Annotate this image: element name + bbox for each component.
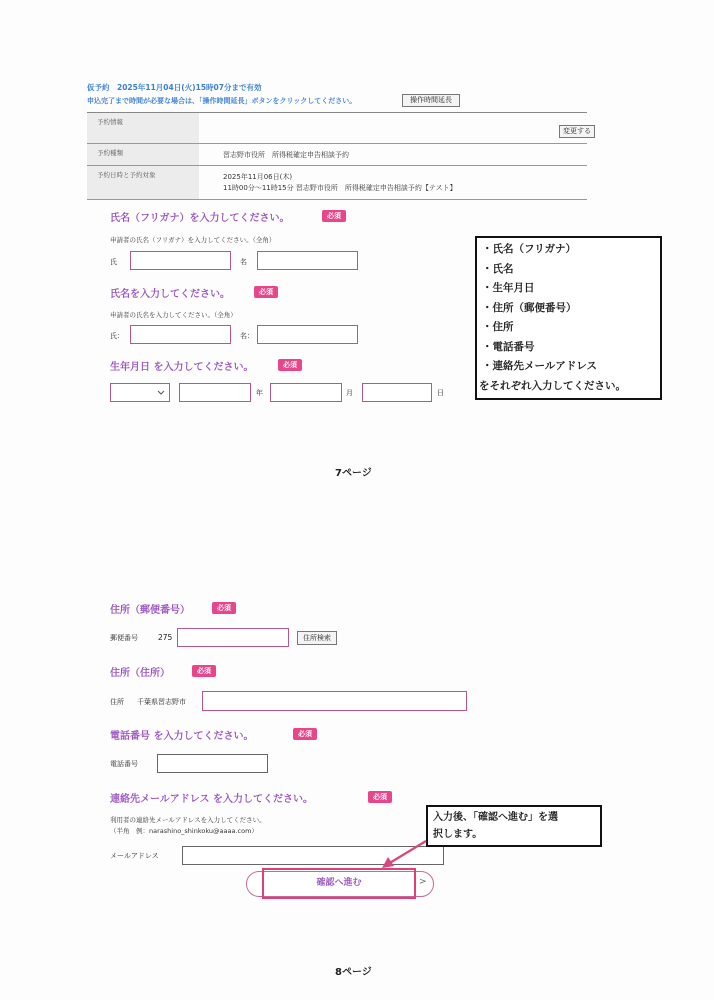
email-example: （半角 例：narashino_shinkoku@aaaa.com） xyxy=(110,827,258,835)
callout-line: をそれぞれ入力してください。 xyxy=(479,379,626,392)
reservation-deadline: 仮予約 2025年11月04日(火)15時07分まで有効 xyxy=(87,83,262,92)
address-label: 住所 xyxy=(110,698,124,706)
birth-day-label: 日 xyxy=(437,389,444,397)
address-prefix: 千葉県習志野市 xyxy=(137,698,186,706)
callout-line: ・住所 xyxy=(482,321,514,333)
postal-heading: 住所（郵便番号） xyxy=(110,605,190,616)
email-required-badge: 必須 xyxy=(368,791,392,803)
address-search-button[interactable]: 住所検索 xyxy=(297,631,337,645)
phone-required-badge: 必須 xyxy=(293,728,317,740)
email-label: メールアドレス xyxy=(110,852,159,860)
name-sei-label: 氏： xyxy=(110,332,124,340)
postal-prefix: 275 xyxy=(158,633,173,642)
postal-label: 郵便番号 xyxy=(110,634,138,642)
table-label-datetime: 予約日時と予約対象 xyxy=(87,166,199,199)
postal-required-badge: 必須 xyxy=(212,602,236,614)
callout-line: ・電話番号 xyxy=(482,340,535,353)
kana-heading: 氏名（フリガナ）を入力してください。 xyxy=(110,213,290,224)
email-heading: 連絡先メールアドレス を入力してください。 xyxy=(110,794,313,805)
kana-sei-label: 氏 xyxy=(110,258,117,266)
callout-line: ・氏名（フリガナ） xyxy=(482,243,576,255)
extend-time-button[interactable]: 操作時間延長 xyxy=(402,94,460,107)
birth-year-input[interactable] xyxy=(179,383,251,402)
callout-line: ・氏名 xyxy=(482,262,514,275)
name-description: 申請者の氏名を入力してください。（全角） xyxy=(110,311,237,319)
name-sei-input[interactable] xyxy=(130,325,231,344)
address-heading: 住所（住所） xyxy=(110,668,170,679)
address-required-badge: 必須 xyxy=(192,665,216,677)
callout-line: 択します。 xyxy=(433,829,483,840)
birth-day-input[interactable] xyxy=(362,383,432,402)
name-required-badge: 必須 xyxy=(254,286,278,298)
callout-line: ・連絡先メールアドレス xyxy=(482,360,597,372)
name-mei-label: 名： xyxy=(240,332,254,340)
table-value-time: 11時00分～11時15分 習志野市役所 所得税確定申告相談予約【テスト】 xyxy=(223,184,457,192)
input-instructions-callout xyxy=(475,236,662,400)
birth-required-badge: 必須 xyxy=(278,359,302,371)
page-number-8: 8ページ xyxy=(335,967,372,978)
kana-sei-input[interactable] xyxy=(130,251,231,270)
postal-code-input[interactable] xyxy=(177,628,289,647)
phone-label: 電話番号 xyxy=(110,760,138,768)
phone-heading: 電話番号 を入力してください。 xyxy=(110,731,254,742)
table-row-reservation-datetime xyxy=(87,166,587,200)
table-row-reservation-type xyxy=(87,144,587,166)
birth-heading: 生年月日 を入力してください。 xyxy=(110,362,254,373)
extend-note: 申込完了まで時間が必要な場合は、「操作時間延長」ボタンをクリックしてください。 xyxy=(87,97,357,105)
kana-required-badge: 必須 xyxy=(322,210,346,222)
birth-month-input[interactable] xyxy=(270,383,342,402)
chevron-down-icon xyxy=(157,390,165,396)
callout-line: ・住所（郵便番号） xyxy=(482,301,577,314)
table-label-type: 予約種類 xyxy=(87,144,199,165)
table-value-type: 習志野市役所 所得税確定申告相談予約 xyxy=(223,151,349,159)
table-value-date: 2025年11月06日(木) xyxy=(223,173,293,181)
name-mei-input[interactable] xyxy=(257,325,358,344)
table-label-info: 予約情報 xyxy=(87,113,199,143)
kana-mei-label: 名 xyxy=(240,258,247,266)
callout-line: ・生年月日 xyxy=(482,282,535,294)
confirm-instructions-callout xyxy=(426,805,602,847)
email-description: 利用者の連絡先メールアドレスを入力してください。 xyxy=(110,816,266,824)
page-number-7: 7ページ xyxy=(335,468,372,479)
pointer-arrow-icon xyxy=(380,838,430,870)
birth-month-label: 月 xyxy=(346,389,353,397)
birth-year-label: 年 xyxy=(256,389,263,397)
address-input[interactable] xyxy=(202,691,467,711)
chevron-right-icon: > xyxy=(419,877,427,887)
kana-mei-input[interactable] xyxy=(257,251,358,270)
phone-input[interactable] xyxy=(157,754,268,773)
kana-description: 申請者の氏名（フリガナ）を入力してください。（全角） xyxy=(110,236,276,244)
table-row-reservation-info xyxy=(87,113,591,144)
callout-line: 入力後、「確認へ進む」を選 xyxy=(433,812,558,823)
name-heading: 氏名を入力してください。 xyxy=(110,289,230,300)
confirm-button[interactable]: 確認へ進む xyxy=(262,868,416,899)
change-button[interactable]: 変更する xyxy=(559,125,595,138)
birth-era-select[interactable] xyxy=(110,383,170,402)
